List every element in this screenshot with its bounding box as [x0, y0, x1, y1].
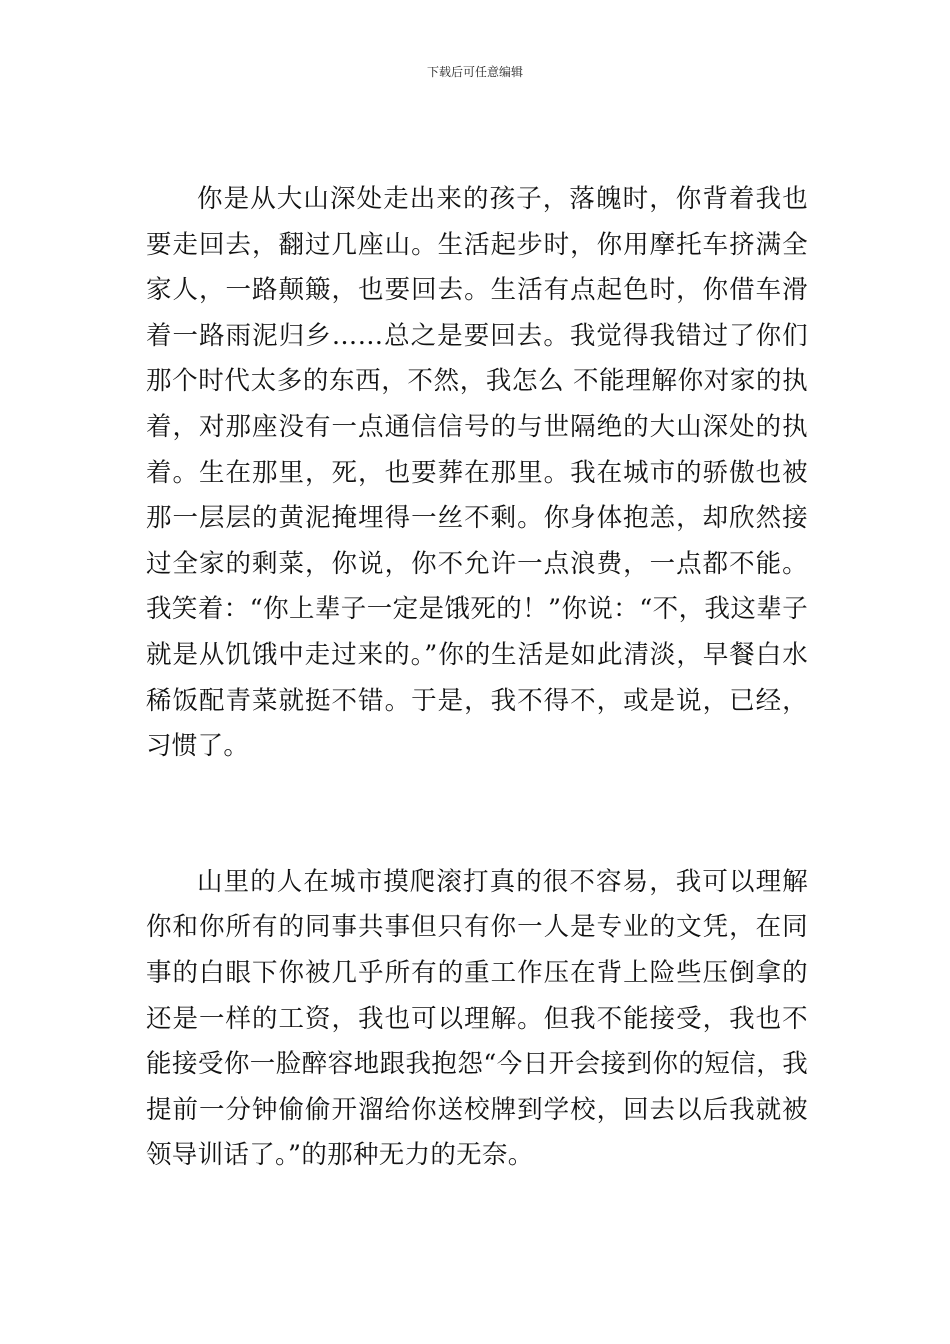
- paragraph-2: 山里的人在城市摸爬滚打真的很不容易，我可以理解你和你所有的同事共事但只有你一人是专业的文凭，在同事的白眼下你被几乎所有的重工作压在背上险些压倒拿的还是一样的工资，我也可以理解。但我不能接受，我也不能接受你一脸醉容地跟我抱怨“今日开会接到你的短信，我提前一分钟偷偷开溜给你送校牌到学校，回去以后我就被领导训话了。”的那种无力的无奈。: [146, 866, 808, 1171]
- document-body: [146, 177, 808, 1179]
- paragraph-spacer: [146, 770, 808, 860]
- page-header: 下载后可任意编辑: [426, 65, 523, 79]
- paragraph-1: 你是从大山深处走出来的孩子，落魄时，你背着我也要走回去，翻过几座山。生活起步时，你用摩托车挤满全家人，一路颠簸，也要回去。生活有点起色时，你借车滑着一路雨泥归乡……总之是要回去。我觉得我错过了你们那个时代太多的东西，不然，我怎么 不能理解你对家的执着，对那座没有一点通信信号的与世隔绝的大山深处的执着。生在那里，死，也要葬在那里。我在城市的骄傲也被那一层层的黄泥掩埋得一丝不剩。你身体抱恙，却欣然接过全家的剩菜，你说，你不允许一点浪费，一点都不能。我笑着：“你上辈子一定是饿死的！”你说：“不，我这辈子就是从饥饿中走过来的。”你的生活是如此清淡，早餐白水稀饭配青菜就挺不错。于是，我不得不，或是说，已经，习惯了。: [146, 184, 808, 762]
